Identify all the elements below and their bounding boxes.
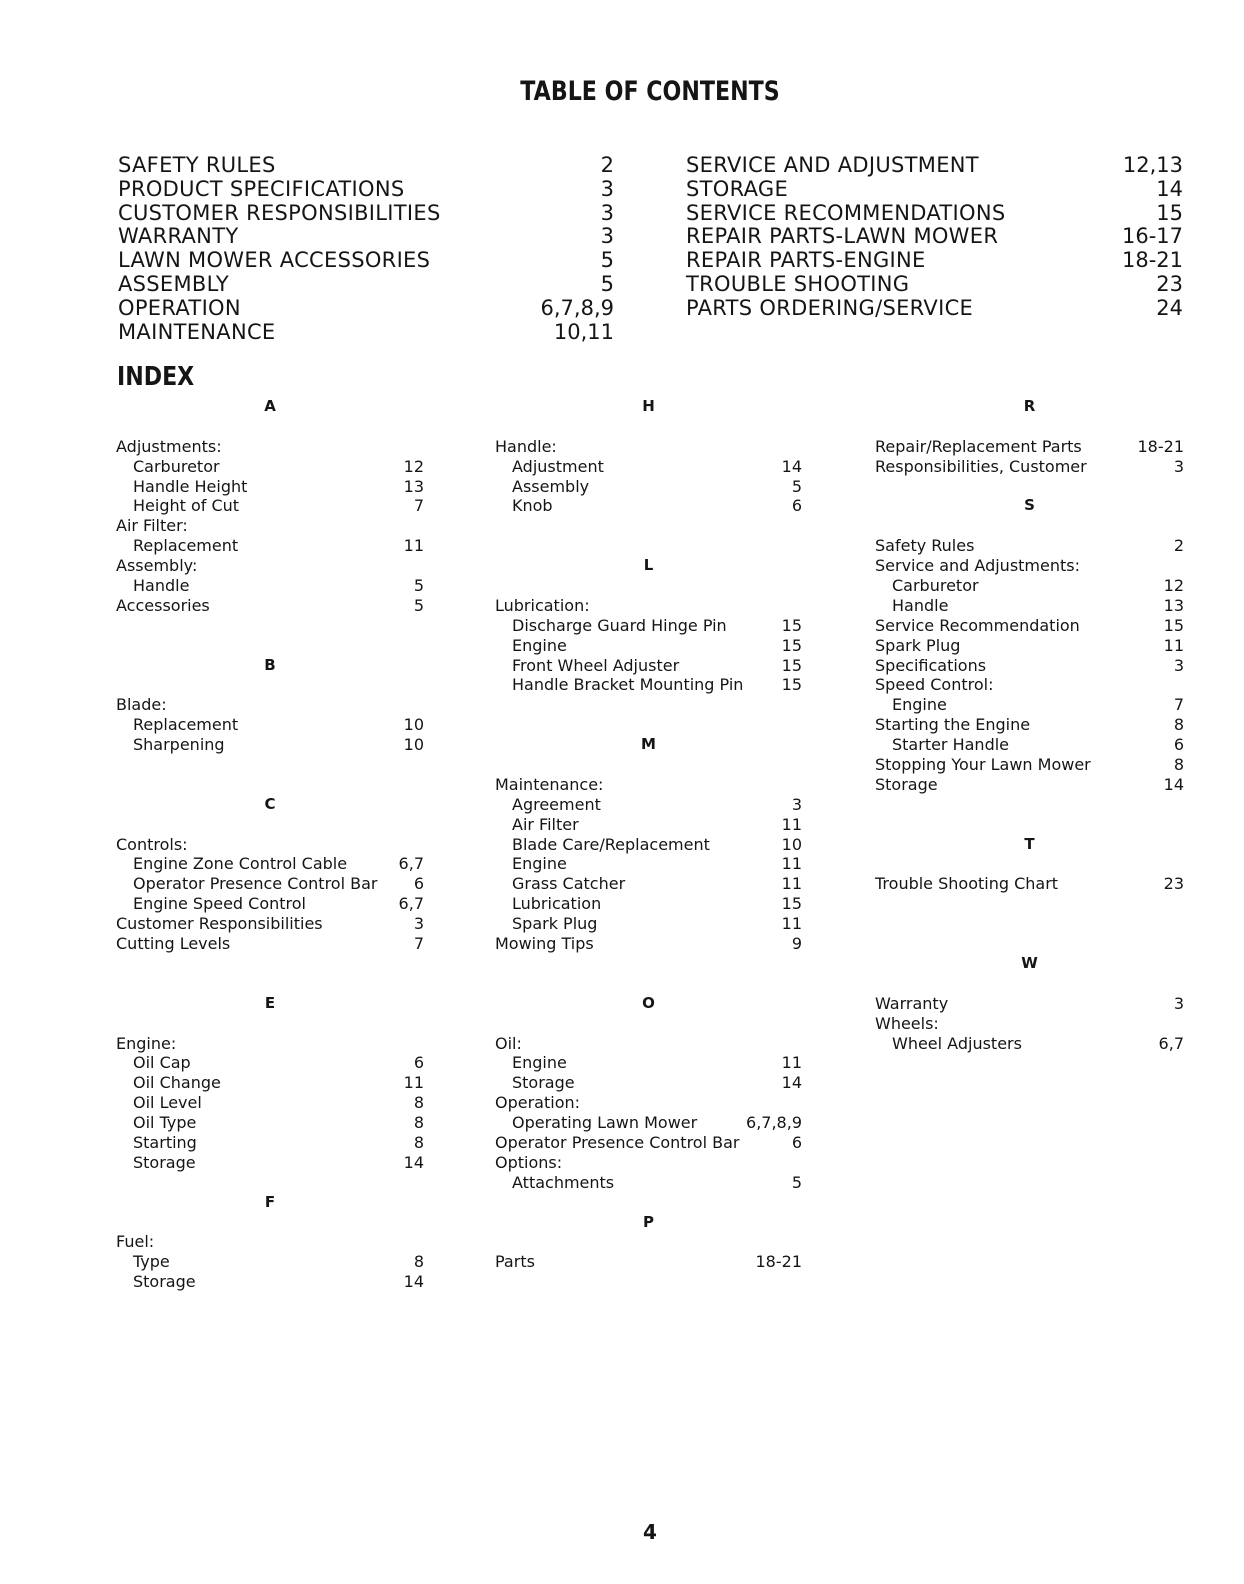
index-entry-text: Replacement	[133, 715, 239, 735]
index-entry	[875, 457, 1184, 477]
index-subentry	[495, 874, 802, 894]
index-subentry	[875, 596, 1184, 616]
index-entry-page: 6	[791, 496, 802, 516]
index-entry-text: Oil Cap	[133, 1053, 191, 1073]
index-entry-text: Air Filter	[512, 814, 579, 834]
index-entry-text: Operation:	[495, 1093, 581, 1113]
index-entry-page: 18-21	[1137, 436, 1184, 456]
toc-entry-title: ASSEMBLY	[118, 271, 229, 296]
toc-entry	[686, 249, 1183, 273]
index-entry	[116, 695, 424, 715]
index-entry	[875, 616, 1184, 636]
toc-entry-page: 24	[1156, 295, 1183, 320]
index-entry-page: 11	[781, 914, 802, 934]
index-entry-text: Repair/Replacement Parts	[875, 436, 1082, 456]
toc-entry	[118, 273, 614, 297]
index-entry-text: Service Recommendation	[875, 615, 1080, 635]
index-entry	[875, 874, 1184, 894]
index-subentry	[495, 894, 802, 914]
index-entry-page: 11	[781, 814, 802, 834]
index-subentry	[116, 477, 424, 497]
index-entry-page: 15	[781, 655, 802, 675]
index-section-letter: L	[643, 556, 654, 575]
index-entry	[116, 596, 424, 616]
index-entry-page: 15	[1163, 615, 1184, 635]
index-section-letter: A	[264, 397, 276, 415]
index-entry-page: 10	[781, 834, 802, 854]
index-entry-text: Oil Change	[133, 1073, 221, 1093]
index-entry-page: 11	[781, 854, 802, 874]
index-entry-text: Engine Speed Control	[133, 894, 306, 914]
index-entry-page: 14	[403, 1272, 424, 1292]
index-entry-text: Handle:	[495, 436, 557, 456]
index-entry-page: 6	[1173, 735, 1184, 755]
index-entry-page: 14	[781, 1073, 802, 1093]
index-entry-page: 15	[781, 635, 802, 655]
index-entry-text: Storage	[133, 1152, 196, 1172]
index-entry-page: 3	[1173, 655, 1184, 675]
index-subentry	[495, 636, 802, 656]
toc-title: TABLE OF CONTENTS	[520, 76, 780, 107]
index-section-letter: R	[1023, 397, 1036, 415]
index-entry-text: Assembly:	[116, 556, 198, 576]
index-entry-text: Maintenance:	[495, 774, 604, 794]
index-entry	[875, 755, 1184, 775]
index-entry-text: Oil:	[495, 1033, 522, 1053]
index-entry-page: 7	[413, 934, 424, 954]
index-entry-text: Storage	[512, 1073, 575, 1093]
index-subentry	[495, 815, 802, 835]
index-subentry	[495, 1073, 802, 1093]
index-entry-text: Wheel Adjusters	[892, 1033, 1022, 1053]
index-subentry	[875, 735, 1184, 755]
toc-entry-title: LAWN MOWER ACCESSORIES	[118, 248, 431, 273]
index-section-letter: W	[1021, 953, 1038, 972]
index-entry-text: Sharpening	[133, 735, 225, 755]
toc-entry-page: 3	[600, 200, 614, 225]
index-entry-text: Spark Plug	[512, 914, 598, 934]
index-entry	[495, 1252, 802, 1272]
index-entry-text: Oil Level	[133, 1093, 202, 1113]
index-entry	[116, 1232, 424, 1252]
toc-entry-title: WARRANTY	[118, 224, 239, 249]
toc-entry-page: 5	[600, 248, 614, 273]
index-subentry	[875, 695, 1184, 715]
toc-entry	[118, 178, 614, 202]
index-subentry	[495, 1053, 802, 1073]
toc-entry-page: 3	[600, 224, 614, 249]
index-entry	[875, 994, 1184, 1014]
index-section-letter: M	[641, 735, 656, 754]
index-entry-text: Parts	[495, 1252, 535, 1272]
index-entry-text: Operating Lawn Mower	[512, 1113, 698, 1133]
toc-entry	[686, 225, 1183, 249]
index-subentry	[495, 854, 802, 874]
toc-entry-page: 14	[1156, 176, 1183, 201]
index-entry-text: Type	[133, 1252, 170, 1272]
index-section-letter: O	[642, 993, 655, 1012]
index-entry	[495, 437, 802, 457]
index-section-letter: T	[1024, 834, 1035, 853]
toc-entry	[686, 154, 1183, 178]
index-subentry	[116, 1073, 424, 1093]
index-entry-page: 3	[1173, 456, 1184, 476]
index-entry-text: Knob	[512, 496, 553, 516]
index-entry-page: 5	[791, 1172, 802, 1192]
index-entry	[495, 934, 802, 954]
index-entry-text: Mowing Tips	[495, 934, 594, 954]
index-entry-page: 6,7	[1158, 1033, 1184, 1053]
toc-entry	[118, 225, 614, 249]
index-entry-page: 12	[1163, 576, 1184, 596]
index-entry	[875, 675, 1184, 695]
toc-entry-page: 10,11	[553, 319, 614, 344]
index-subentry	[116, 536, 424, 556]
index-subentry	[116, 1133, 424, 1153]
index-entry-text: Assembly	[512, 476, 590, 496]
toc-entry-page: 18-21	[1121, 248, 1183, 273]
index-entry-text: Speed Control:	[875, 675, 994, 695]
index-section-letter: H	[642, 397, 655, 415]
index-entry-page: 6,7	[398, 894, 424, 914]
toc-entry-title: STORAGE	[686, 176, 789, 201]
index-entry-page: 5	[413, 576, 424, 596]
index-entry-text: Wheels:	[875, 1013, 939, 1033]
toc-entry	[118, 154, 614, 178]
index-section-letter: E	[264, 993, 276, 1012]
index-entry	[495, 1034, 802, 1054]
index-entry-page: 12	[403, 456, 424, 476]
index-entry	[875, 437, 1184, 457]
toc-entry	[686, 178, 1183, 202]
index-section-letter: C	[264, 794, 276, 813]
index-entry-text: Height of Cut	[133, 496, 240, 516]
index-entry-page: 23	[1163, 874, 1184, 894]
index-entry-text: Handle Bracket Mounting Pin	[512, 675, 744, 695]
index-entry	[116, 1034, 424, 1054]
index-entry-text: Attachments	[512, 1172, 615, 1192]
index-entry-text: Fuel:	[116, 1232, 155, 1252]
index-entry	[495, 1093, 802, 1113]
toc-right-column	[686, 154, 1183, 321]
index-entry	[116, 437, 424, 457]
index-entry-page: 11	[781, 874, 802, 894]
index-entry	[116, 516, 424, 536]
toc-entry-page: 16-17	[1121, 224, 1183, 249]
index-entry-text: Carburetor	[892, 576, 979, 596]
index-entry-text: Engine	[512, 1053, 567, 1073]
index-entry-page: 8	[1173, 755, 1184, 775]
index-entry-page: 14	[403, 1152, 424, 1172]
index-entry-page: 3	[791, 794, 802, 814]
index-entry-text: Warranty	[875, 993, 949, 1013]
toc-entry	[118, 297, 614, 321]
index-section-letter: S	[1024, 496, 1035, 515]
index-section-letter: F	[264, 1192, 276, 1211]
index-subentry	[116, 1113, 424, 1133]
index-entry-page: 10	[403, 735, 424, 755]
index-entry-page: 13	[403, 476, 424, 496]
index-subentry	[116, 1053, 424, 1073]
index-entry-page: 8	[1173, 715, 1184, 735]
index-entry-text: Agreement	[512, 794, 601, 814]
index-entry	[875, 1014, 1184, 1034]
index-entry-page: 6,7,8,9	[746, 1113, 802, 1133]
index-entry-page: 11	[403, 536, 424, 556]
index-title: INDEX	[117, 362, 195, 392]
index-entry-text: Lubrication:	[495, 595, 590, 615]
index-entry-page: 6	[413, 874, 424, 894]
index-entry-text: Front Wheel Adjuster	[512, 655, 680, 675]
toc-entry	[686, 202, 1183, 226]
index-subentry	[495, 914, 802, 934]
index-entry-text: Oil Type	[133, 1113, 197, 1133]
index-subentry	[875, 576, 1184, 596]
toc-entry	[118, 249, 614, 273]
index-entry-page: 11	[781, 1053, 802, 1073]
index-subentry	[495, 457, 802, 477]
index-entry-page: 6,7	[398, 854, 424, 874]
toc-entry-page: 6,7,8,9	[540, 295, 614, 320]
index-entry	[875, 556, 1184, 576]
index-subentry	[495, 496, 802, 516]
index-entry-text: Engine	[512, 854, 567, 874]
index-subentry	[875, 1034, 1184, 1054]
index-subentry	[116, 874, 424, 894]
index-subentry	[495, 656, 802, 676]
toc-entry	[686, 273, 1183, 297]
index-entry-text: Trouble Shooting Chart	[875, 874, 1059, 894]
index-entry-page: 18-21	[755, 1252, 802, 1272]
index-entry-text: Responsibilities, Customer	[875, 456, 1087, 476]
index-entry-text: Specifications	[875, 655, 987, 675]
index-entry-page: 7	[413, 496, 424, 516]
index-entry-page: 2	[1173, 536, 1184, 556]
index-subentry	[116, 1153, 424, 1173]
toc-entry-title: SERVICE RECOMMENDATIONS	[686, 200, 1006, 225]
index-entry-text: Storage	[875, 774, 938, 794]
index-section-letter: P	[643, 1212, 654, 1231]
toc-entry	[118, 321, 614, 345]
index-entry-page: 8	[413, 1093, 424, 1113]
index-entry-page: 9	[791, 934, 802, 954]
index-entry	[495, 1153, 802, 1173]
index-entry-text: Cutting Levels	[116, 934, 231, 954]
index-entry-text: Stopping Your Lawn Mower	[875, 755, 1091, 775]
index-entry-page: 3	[1173, 993, 1184, 1013]
index-subentry	[116, 854, 424, 874]
index-subentry	[116, 1093, 424, 1113]
index-column-1	[116, 397, 424, 1292]
index-entry-text: Accessories	[116, 595, 210, 615]
index-entry-page: 5	[413, 595, 424, 615]
index-entry-text: Carburetor	[133, 456, 220, 476]
toc-entry-title: REPAIR PARTS-LAWN MOWER	[686, 224, 999, 249]
index-entry-text: Storage	[133, 1272, 196, 1292]
index-entry	[875, 715, 1184, 735]
index-entry-text: Handle	[133, 576, 190, 596]
index-subentry	[116, 1272, 424, 1292]
index-entry	[875, 775, 1184, 795]
toc-entry-title: CUSTOMER RESPONSIBILITIES	[118, 200, 441, 225]
index-subentry	[495, 1113, 802, 1133]
index-entry-page: 3	[413, 914, 424, 934]
toc-entry-title: TROUBLE SHOOTING	[686, 271, 910, 296]
index-subentry	[116, 576, 424, 596]
toc-entry-page: 3	[600, 176, 614, 201]
index-entry-text: Customer Responsibilities	[116, 914, 323, 934]
index-subentry	[116, 1252, 424, 1272]
index-entry-text: Engine Zone Control Cable	[133, 854, 348, 874]
index-entry-text: Service and Adjustments:	[875, 556, 1080, 576]
index-subentry	[116, 496, 424, 516]
index-subentry	[495, 477, 802, 497]
toc-entry-page: 12,13	[1122, 153, 1183, 177]
index-entry-page: 6	[413, 1053, 424, 1073]
index-subentry	[495, 1173, 802, 1193]
index-subentry	[116, 715, 424, 735]
index-entry-text: Discharge Guard Hinge Pin	[512, 615, 727, 635]
toc-entry-title: SAFETY RULES	[118, 153, 276, 177]
index-subentry	[116, 735, 424, 755]
index-entry-page: 8	[413, 1132, 424, 1152]
index-entry-text: Air Filter:	[116, 516, 188, 536]
index-entry-page: 15	[781, 675, 802, 695]
index-entry	[116, 835, 424, 855]
index-entry-text: Adjustments:	[116, 436, 222, 456]
index-entry-text: Blade:	[116, 695, 167, 715]
index-entry	[495, 596, 802, 616]
index-entry-page: 6	[791, 1132, 802, 1152]
toc-entry	[118, 202, 614, 226]
index-column-2	[495, 397, 802, 1272]
index-entry-text: Grass Catcher	[512, 874, 626, 894]
index-entry-text: Handle	[892, 595, 949, 615]
index-entry-text: Controls:	[116, 834, 188, 854]
index-entry	[875, 656, 1184, 676]
index-entry-page: 13	[1163, 595, 1184, 615]
index-entry	[116, 914, 424, 934]
toc-entry-title: MAINTENANCE	[118, 319, 276, 344]
index-entry-text: Safety Rules	[875, 536, 975, 556]
index-entry-text: Options:	[495, 1152, 563, 1172]
index-entry	[875, 536, 1184, 556]
index-entry	[495, 775, 802, 795]
index-entry-page: 15	[781, 894, 802, 914]
index-entry-text: Lubrication	[512, 894, 602, 914]
index-entry-page: 10	[403, 715, 424, 735]
index-subentry	[495, 616, 802, 636]
index-entry-page: 15	[781, 615, 802, 635]
index-column-3	[875, 397, 1184, 1053]
index-entry-text: Handle Height	[133, 476, 248, 496]
toc-entry-title: REPAIR PARTS-ENGINE	[686, 248, 926, 273]
index-entry	[875, 636, 1184, 656]
index-entry-page: 11	[403, 1073, 424, 1093]
index-entry-text: Engine	[512, 635, 567, 655]
index-subentry	[495, 675, 802, 695]
toc-entry-page: 15	[1156, 200, 1183, 225]
index-section-letter: B	[264, 655, 276, 674]
index-entry-text: Operator Presence Control Bar	[133, 874, 378, 894]
index-entry-text: Adjustment	[512, 456, 604, 476]
index-subentry	[116, 894, 424, 914]
index-entry-text: Starter Handle	[892, 735, 1010, 755]
toc-entry-title: PRODUCT SPECIFICATIONS	[118, 176, 405, 201]
index-entry	[495, 1133, 802, 1153]
toc-entry-title: PARTS ORDERING/SERVICE	[686, 295, 974, 320]
index-entry-page: 8	[413, 1252, 424, 1272]
index-entry-page: 14	[1163, 774, 1184, 794]
index-entry-text: Replacement	[133, 536, 239, 556]
index-subentry	[495, 835, 802, 855]
toc-entry-page: 23	[1156, 271, 1183, 296]
index-entry	[116, 556, 424, 576]
index-entry-page: 5	[791, 476, 802, 496]
toc-left-column	[118, 154, 614, 344]
index-subentry	[495, 795, 802, 815]
index-entry-text: Engine:	[116, 1033, 177, 1053]
toc-entry	[686, 297, 1183, 321]
index-entry-page: 8	[413, 1113, 424, 1133]
toc-entry-page: 5	[600, 271, 614, 296]
page-number: 4	[643, 1520, 657, 1544]
index-entry-page: 7	[1173, 695, 1184, 715]
index-entry-text: Starting the Engine	[875, 715, 1031, 735]
toc-entry-title: SERVICE AND ADJUSTMENT	[686, 153, 979, 177]
index-entry-text: Operator Presence Control Bar	[495, 1132, 740, 1152]
index-entry-page: 11	[1163, 635, 1184, 655]
toc-entry-title: OPERATION	[118, 295, 241, 320]
index-entry	[116, 934, 424, 954]
index-entry-text: Engine	[892, 695, 947, 715]
index-entry-text: Spark Plug	[875, 635, 961, 655]
index-entry-page: 14	[781, 456, 802, 476]
index-entry-text: Starting	[133, 1132, 197, 1152]
index-subentry	[116, 457, 424, 477]
index-entry-text: Blade Care/Replacement	[512, 834, 710, 854]
toc-entry-page: 2	[600, 153, 614, 177]
